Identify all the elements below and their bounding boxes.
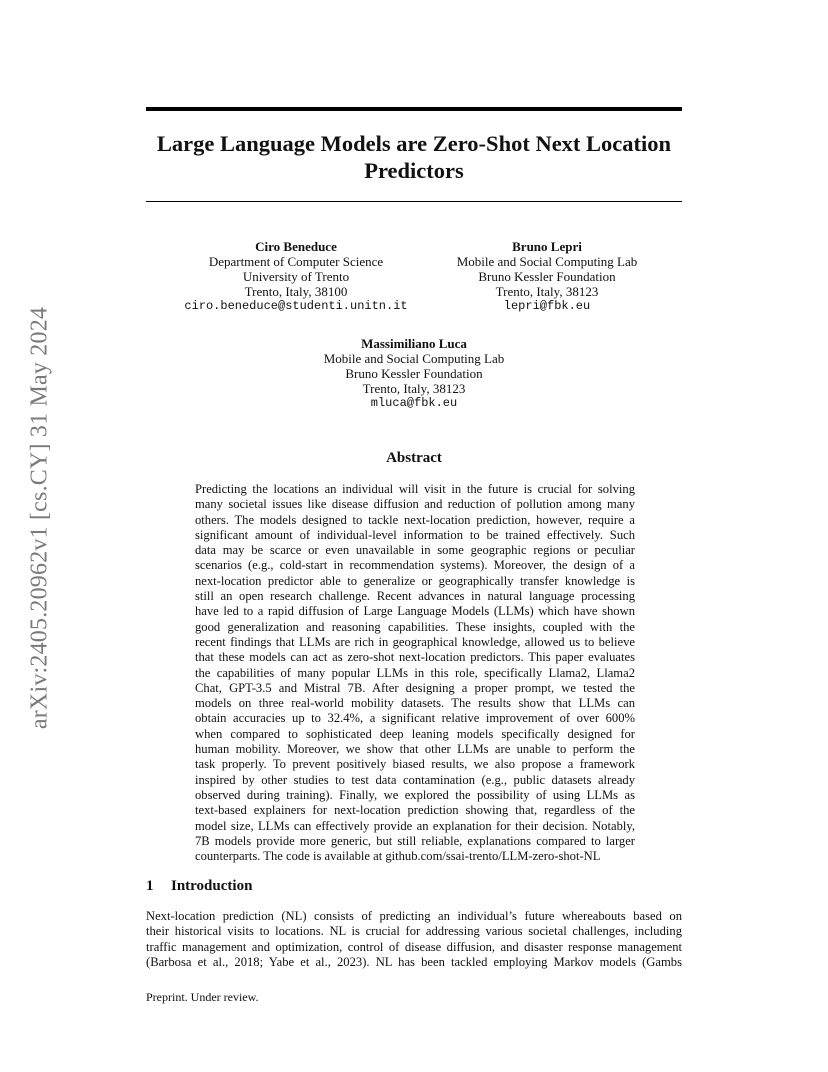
author-name: Ciro Beneduce: [255, 239, 337, 254]
abstract-line: Predicting the locations an individual will visit in the future is crucial for solving: [195, 482, 635, 496]
abstract-line: model size, LLMs can effectively provide an explanation for their decision. Notably,: [195, 818, 635, 833]
paper-title: [146, 130, 682, 184]
section-title: Introduction: [171, 878, 253, 894]
author-email: mluca@fbk.eu: [370, 396, 458, 410]
author-email: lepri@fbk.eu: [503, 299, 591, 313]
abstract-line: task properly. To prevent positively biased results, we also propose a framework: [195, 757, 635, 772]
abstract-line: data may be scarce or even unavailable in some geographic regions or peculiar: [195, 543, 635, 558]
author-affiliation: Bruno Kessler Foundation: [478, 269, 616, 284]
abstract-line: scenarios (e.g., cold-start in recommendation systems). Moreover, the design of a: [195, 558, 635, 573]
body-line: their historical visits to locations. NL is crucial for addressing various societal challenges, including: [146, 924, 682, 939]
author-block: [176, 239, 416, 314]
title-top-rule: [146, 107, 682, 111]
abstract-line: observed during training). Finally, we explored the possibility of using LLMs as: [195, 787, 635, 802]
abstract-line: have led to a rapid diffusion of Large Language Models (LLMs) which have shown: [195, 604, 635, 619]
abstract-line: human mobility. Moreover, we show that other LLMs are unable to perform the: [195, 742, 635, 757]
abstract-heading: Abstract: [386, 450, 442, 466]
body-line: Next-location prediction (NL) consists of predicting an individual’s future whereabouts based on: [146, 909, 682, 923]
abstract-line: next-location predictor able to generalize or geographically transfer knowledge is: [195, 573, 635, 588]
author-affiliation: University of Trento: [242, 269, 350, 284]
paper-title-line: Predictors: [364, 158, 464, 183]
abstract-line: 7B models provide more generic, but still reliable, explanations compared to larger: [195, 833, 635, 848]
abstract-line: obtain accuracies up to 32.4%, a significant relative improvement of over 600%: [195, 711, 635, 726]
abstract-body: [195, 482, 635, 864]
abstract-line: text-based explainers for next-location prediction showing that, regardless of the: [195, 803, 635, 818]
section-heading: [146, 877, 252, 895]
abstract-line: counterparts. The code is available at github.com/ssai-trento/LLM-zero-shot-NL: [195, 849, 601, 864]
preprint-footer: Preprint. Under review.: [146, 990, 259, 1004]
abstract-line: many societal issues like disease diffusion and reduction of pollution among many: [195, 497, 635, 512]
author-block: [442, 239, 652, 314]
abstract-line: still an open research challenge. Recent advances in natural language processing: [195, 589, 635, 604]
body-line: traffic management and optimization, control of disease diffusion, and disaster response management: [146, 939, 682, 954]
paper-title-line: Large Language Models are Zero-Shot Next Location: [156, 131, 672, 156]
title-bottom-rule: [146, 201, 682, 202]
abstract-line: that these models can act as zero-shot next-location predictors. This paper evaluates: [195, 650, 635, 665]
author-affiliation: Mobile and Social Computing Lab: [323, 351, 505, 366]
author-address: Trento, Italy, 38100: [244, 284, 348, 299]
abstract-line: recent findings that LLMs are rich in geographical knowledge, allowed us to believe: [195, 634, 635, 649]
author-block: [294, 336, 534, 411]
author-address: Trento, Italy, 38123: [362, 381, 466, 396]
abstract-line: others. The models designed to tackle next-location prediction, however, require a: [195, 512, 635, 527]
abstract-line: good generalization and reasoning capabilities. These insights, coupled with the: [195, 619, 635, 634]
author-email: ciro.beneduce@studenti.unitn.it: [184, 299, 408, 313]
abstract-line: models on three real-world mobility datasets. The results show that LLMs can: [195, 696, 635, 711]
abstract-line: significant amount of individual-level information to be trained effectively. Such: [195, 527, 635, 542]
body-line: (Barbosa et al., 2018; Yabe et al., 2023). NL has been tackled employing Markov models (Gambs: [146, 954, 682, 969]
introduction-body: [146, 909, 682, 970]
abstract-line: the capabilities of many popular LLMs in this role, specifically Llama2, Llama2: [195, 665, 635, 680]
section-number: 1: [146, 878, 154, 894]
author-address: Trento, Italy, 38123: [495, 284, 599, 299]
author-affiliation: Bruno Kessler Foundation: [345, 366, 483, 381]
arxiv-identifier-text: arXiv:2405.20962v1 [cs.CY] 31 May 2024: [26, 306, 53, 730]
abstract-line: Chat, GPT-3.5 and Mistral 7B. After designing a proper prompt, we tested the: [195, 680, 635, 695]
abstract-line: inspired by other studies to test data contamination (e.g., public datasets already: [195, 772, 635, 787]
author-name: Bruno Lepri: [512, 239, 582, 254]
author-affiliation: Department of Computer Science: [208, 254, 384, 269]
author-name: Massimiliano Luca: [361, 336, 467, 351]
author-affiliation: Mobile and Social Computing Lab: [456, 254, 638, 269]
abstract-line: when compared to sophisticated deep leaning models specifically designed for: [195, 726, 635, 741]
